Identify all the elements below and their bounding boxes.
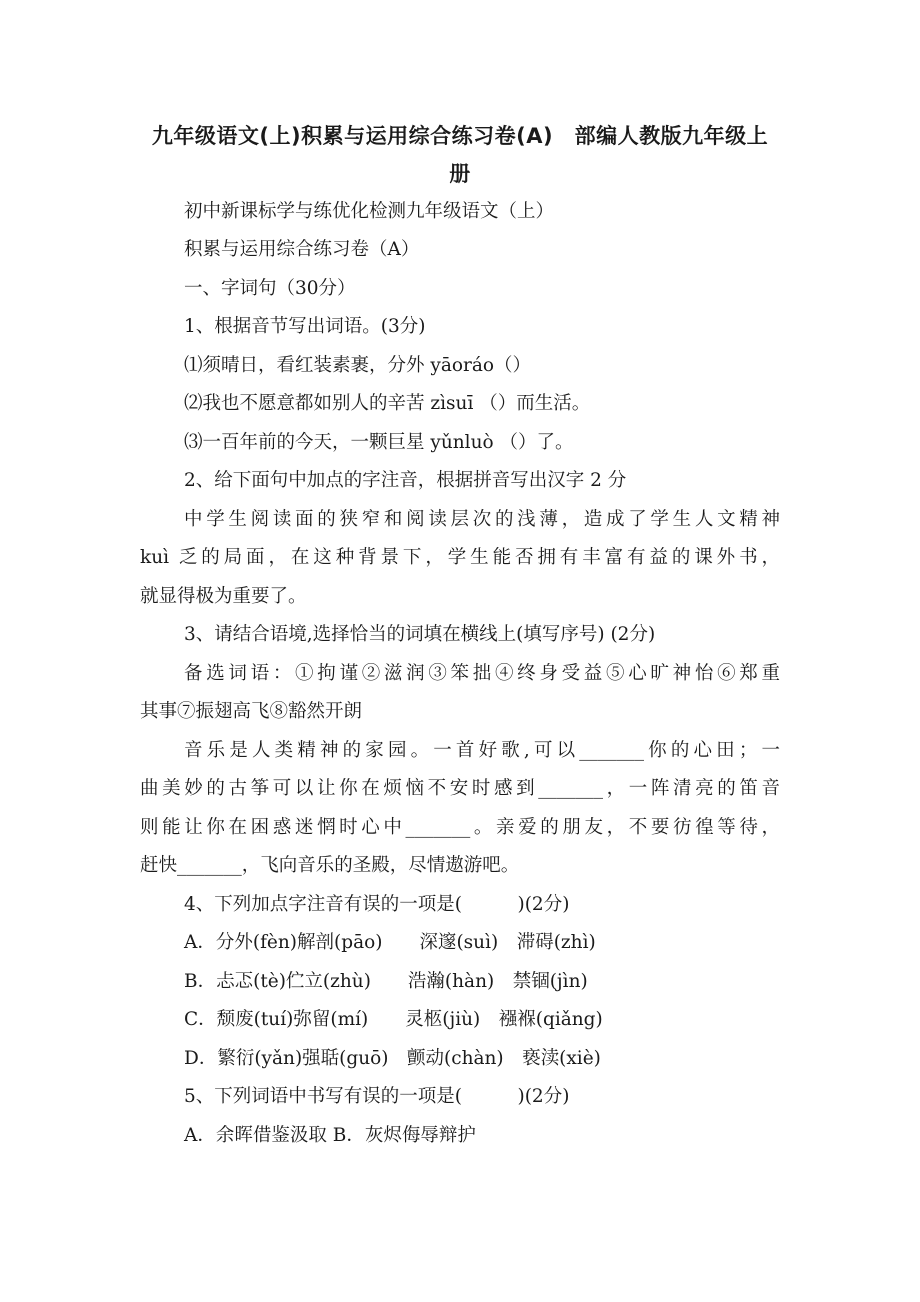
q3-paragraph-line-2: 曲美妙的古筝可以让你在烦恼不安时感到_______，一阵清亮的笛音 [140,778,780,799]
q2-prompt: 2、给下面句中加点的字注音，根据拼音写出汉字 2 分 [184,470,627,491]
document-title-line-2: 册 [449,162,471,186]
document-title-line-1: 九年级语文(上)积累与运用综合练习卷(A) 部编人教版九年级上 [151,124,769,148]
q3-paragraph-line-4: 赶快_______，飞向音乐的圣殿，尽情遨游吧。 [140,855,520,876]
header-line-2: 积累与运用综合练习卷（A） [184,239,420,260]
q4-option-c: C．颓废(tuí)弥留(mí) 灵柩(jiù) 襁褓(qiǎng) [184,1009,603,1030]
q2-paragraph-line-2: kuì 乏的局面，在这种背景下，学生能否拥有丰富有益的课外书， [140,547,780,568]
q3-paragraph-line-1: 音乐是人类精神的家园。一首好歌,可以_______你的心田；一 [184,740,780,761]
q4-prompt: 4、下列加点字注音有误的一项是( )(2分) [184,894,570,915]
q2-paragraph-line-1: 中学生阅读面的狭窄和阅读层次的浅薄，造成了学生人文精神 [184,509,780,530]
q1-item-1: ⑴须晴日，看红装素裹，分外 yāoráo（） [184,355,532,376]
q1-item-3: ⑶一百年前的今天，一颗巨星 yǔnluò （）了。 [184,432,574,453]
q4-option-b: B．忐忑(tè)伫立(zhù) 浩瀚(hàn) 禁锢(jìn) [184,971,588,992]
q3-paragraph-line-3: 则能让你在困惑迷惘时心中_______。亲爱的朋友，不要彷徨等待， [140,817,780,838]
q1-item-2: ⑵我也不愿意都如别人的辛苦 zìsuī （）而生活。 [184,393,591,414]
q1-prompt: 1、根据音节写出词语。(3分) [184,316,426,337]
q5-options-line-1: A．余晖借鉴汲取 B．灰烬侮辱辩护 [184,1125,476,1146]
q3-prompt: 3、请结合语境,选择恰当的词填在横线上(填写序号) (2分) [184,624,656,645]
section-heading: 一、字词句（30分） [184,278,356,299]
q2-paragraph-line-3: 就显得极为重要了。 [140,586,307,607]
q4-option-a: A．分外(fèn)解剖(pāo) 深邃(suì) 滞碍(zhì) [184,932,596,953]
q5-prompt: 5、下列词语中书写有误的一项是( )(2分) [184,1086,570,1107]
q3-options-line-1: 备选词语：①拘谨②滋润③笨拙④终身受益⑤心旷神怡⑥郑重 [184,663,780,684]
header-line-1: 初中新课标学与练优化检测九年级语文（上） [184,201,555,222]
q3-options-line-2: 其事⑦振翅高飞⑧豁然开朗 [140,701,363,722]
q4-option-d: D．繁衍(yǎn)强聒(guō) 颤动(chàn) 亵渎(xiè) [184,1048,601,1069]
